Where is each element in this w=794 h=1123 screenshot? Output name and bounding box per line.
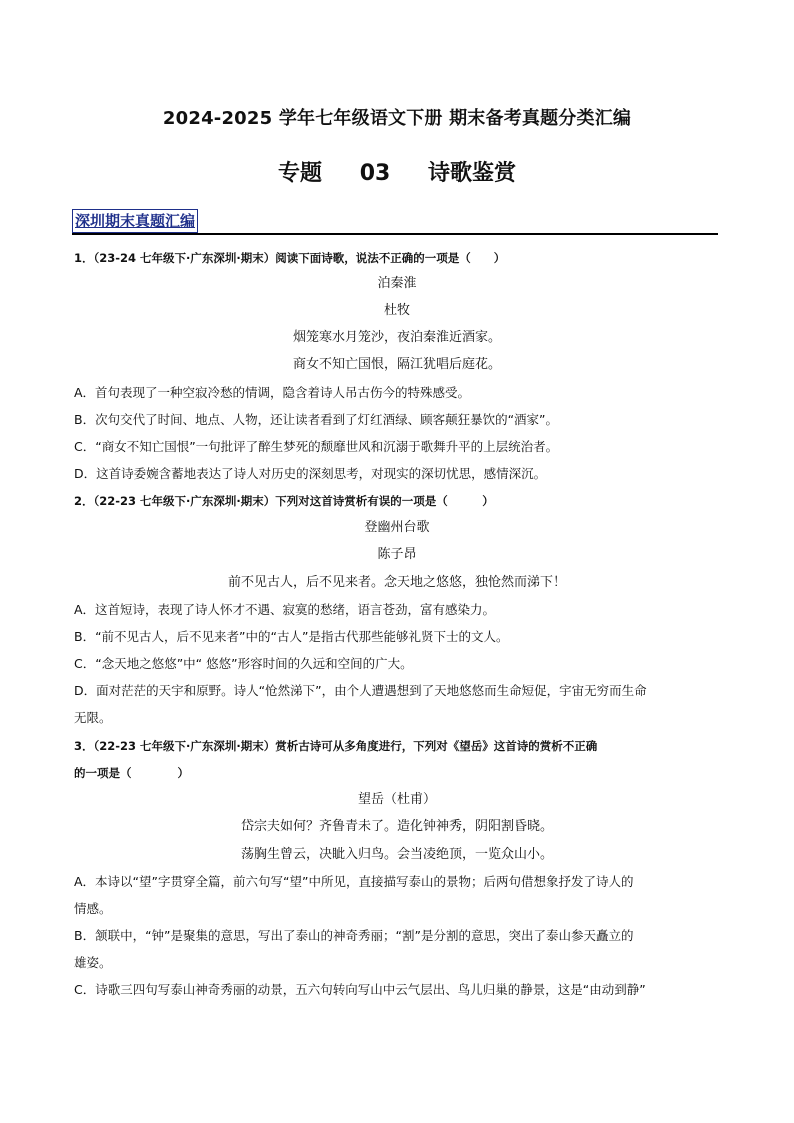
question-2-option-d: D．面对茫茫的天宇和原野。诗人“怆然涕下”，由个人遭遇想到了天地悠悠而生命短促，宇宙无穷而生命 <box>74 683 647 698</box>
question-1-option-c: C．“商女不知亡国恨”一句批评了醉生梦死的颓靡世风和沉溺于歌舞升平的上层统治者。 <box>74 439 559 454</box>
question-1-option-b: B．次句交代了时间、地点、人物，还让读者看到了灯红酒绿、顾客颠狂暴饮的“酒家”。 <box>74 412 559 427</box>
document-title: 2024-2025 学年七年级语文下册 期末备考真题分类汇编 <box>162 108 632 129</box>
question-2-poem-title: 登幽州台歌 <box>364 520 430 535</box>
question-3-poem-title: 望岳（杜甫） <box>357 792 436 807</box>
question-1-option-d: D．这首诗委婉含蓄地表达了诗人对历史的深刻思考，对现实的深切忧思，感情深沉。 <box>74 466 547 481</box>
question-2-option-c: C．“念天地之悠悠”中“ 悠悠”形容时间的久远和空间的广大。 <box>74 656 413 671</box>
question-1-poem-line: 商女不知亡国恨，隔江犹唱后庭花。 <box>292 357 501 372</box>
question-3-stem-cont: 的一项是（ ） <box>74 766 189 780</box>
question-3-poem-line: 荡胸生曾云，决眦入归鸟。会当凌绝顶，一览众山小。 <box>240 847 553 862</box>
question-3-stem: 3．（22-23 七年级下·广东深圳·期末）赏析古诗可从多角度进行，下列对《望岳》这首诗的赏析不正确 <box>74 739 598 753</box>
question-1-option-a: A．首句表现了一种空寂冷愁的情调，隐含着诗人吊古伤今的特殊感受。 <box>74 385 471 400</box>
question-2-stem: 2．（22-23 七年级下·广东深圳·期末）下列对这首诗赏析有误的一项是（ ） <box>74 494 494 508</box>
question-2-option-b: B．“前不见古人，后不见来者”中的“古人”是指古代那些能够礼贤下士的文人。 <box>74 629 509 644</box>
question-2-poem-author: 陈子昂 <box>377 547 417 562</box>
question-2-option-d-cont: 无限。 <box>74 710 112 725</box>
question-3-option-a-cont: 情感。 <box>74 901 112 916</box>
question-3-option-b-cont: 雄姿。 <box>74 955 112 970</box>
question-1-poem-line: 烟笼寒水月笼沙，夜泊秦淮近酒家。 <box>292 330 501 345</box>
question-1-stem: 1．（23-24 七年级下·广东深圳·期末）阅读下面诗歌，说法不正确的一项是（ ） <box>74 251 506 265</box>
question-3-poem-line: 岱宗夫如何？齐鲁青未了。造化钟神秀，阴阳割昏晓。 <box>240 819 553 834</box>
question-3-option-b: B．颔联中，“钟”是聚集的意思，写出了泰山的神奇秀丽；“割”是分割的意思，突出了泰山参天矗立的 <box>74 928 634 943</box>
question-3-option-c: C．诗歌三四句写泰山神奇秀丽的动景，五六句转向写山中云气层出、鸟儿归巢的静景，这是“由动到静” <box>74 982 646 997</box>
question-2-option-a: A．这首短诗，表现了诗人怀才不遇、寂寞的愁绪，语言苍劲，富有感染力。 <box>74 602 496 617</box>
section-header <box>72 209 718 235</box>
section-label: 深圳期末真题汇编 <box>72 209 198 233</box>
question-1-poem-author: 杜牧 <box>383 303 410 318</box>
question-1-poem-title: 泊秦淮 <box>377 276 417 291</box>
document-subtitle: 专题 03 诗歌鉴赏 <box>278 161 516 186</box>
question-3-option-a: A．本诗以“望”字贯穿全篇，前六句写“望”中所见，直接描写泰山的景物；后两句借想象抒发了诗人的 <box>74 874 634 889</box>
question-2-poem-line: 前不见古人，后不见来者。念天地之悠悠，独怆然而涕下！ <box>227 575 566 590</box>
